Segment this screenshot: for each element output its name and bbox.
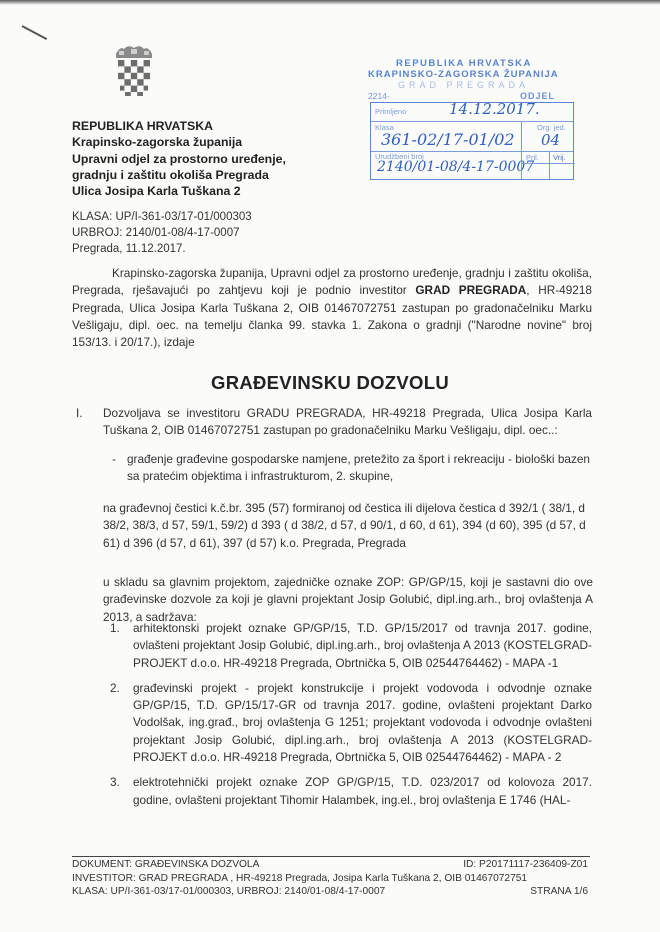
stamp-country: REPUBLIKA HRVATSKA <box>396 58 532 69</box>
coat-of-arms-icon <box>114 44 154 100</box>
stamp-received-date: 14.12.2017. <box>449 100 540 118</box>
stamp-box <box>370 102 574 180</box>
department-line-1: Upravni odjel za prostorno uređenje, <box>72 151 286 166</box>
stamp-org-label: Org. jed. <box>537 123 566 132</box>
intro-paragraph: Krapinsko-zagorska županija, Upravni odjel za prostorno uređenje, gradnju i zaštitu okoliša, Pregrada, rješavajući po zahtjevu koji je podnio investitor GRAD PREGRADA, HR-49218 Pregrada, Ulica Josipa Karla Tuškana 2, OIB 01467072751 zastupan po gradonačelniku Marku Vešligaju, dipl. oec. na temelju članka 99. stavka 1. Zakona o gradnji ("Narodne novine" broj 153/13. i 20/17.), izdaje <box>72 266 592 350</box>
project-list <box>110 620 592 817</box>
county-name: Krapinsko-zagorska županija <box>72 135 243 150</box>
section-1 <box>72 405 592 440</box>
purpose-bullet <box>112 451 592 486</box>
stamp-city: GRAD PREGRADA <box>398 80 530 90</box>
parcel-paragraph: na građevnoj čestici k.č.br. 395 (57) formiranoj od čestica ili dijelova čestica d 392/1 ( 38/1, d 38/2, 38/3, d 57, 59/1, 59/2) d 393 ( d 38/2, d 57, d 90/1, d 60, d 61), 394 (d 60), 395 (d 57, d 61) d 396 (d 57, d 61), 397 (d 57) k.o. Pregrada, Pregrada <box>103 501 586 550</box>
stamp-pril-label: Pril. <box>526 153 539 162</box>
footer-investor: INVESTITOR: GRAD PREGRADA , HR-49218 Pregrada, Josipa Karla Tuškana 2, OIB 01467072751 <box>72 872 528 884</box>
place-date: Pregrada, 11.12.2017. <box>72 243 186 255</box>
page-footer <box>72 856 590 899</box>
section-1-text: Dozvoljava se investitoru GRADU PREGRADA, HR-49218 Pregrada, Ulica Josipa Karla Tuškana 2, OIB 01467072751 zastupan po gradonačelniku Marku Vešligaju, dipl. oec..: <box>103 406 592 438</box>
purpose-text: građenje građevine gospodarske namjene, pretežito za šport i rekreaciju - biološki bazen sa pratećim objektima i infrastrukturom, 2. skupine, <box>127 452 590 484</box>
section-number: I. <box>76 406 83 420</box>
stamp-org-value: 04 <box>541 131 561 149</box>
stamp-county: KRAPINSKO-ZAGORSKA ŽUPANIJA <box>368 69 559 80</box>
country-name: REPUBLIKA HRVATSKA <box>72 119 213 133</box>
stamp-urbroj-label: Urudžbeni broj <box>375 152 424 161</box>
footer-id: ID: P20171117-236409-Z01 <box>463 859 588 870</box>
project-accordance-paragraph: u skladu sa glavnim projektom, zajedničke oznake ZOP: GP/GP/15, koji je sastavni dio ove građevinske dozvole za koji je glavni projektant Josip Golubić, dipl.ing.arh., broj ovlaštenja A 2013, a sadržava: <box>103 575 593 624</box>
footer-klasa-urbroj: KLASA: UP/I-361-03/17-01/000303, URBROJ: 2140/01-08/4-17-0007 <box>72 886 386 897</box>
registry-stamp <box>368 58 578 182</box>
stamp-urbroj-value: 2140/01-08/4-17-0007 <box>377 159 535 175</box>
stamp-department: ODJEL <box>520 91 556 101</box>
stamp-klasa-value: 361-02/17-01/02 <box>381 130 515 149</box>
stamp-received-label: Primljeno <box>375 107 407 116</box>
urbroj: URBROJ: 2140/01-08/4-17-0007 <box>72 227 240 239</box>
stamp-klasa-label: Klasa <box>375 123 394 132</box>
klasa: KLASA: UP/I-361-03/17-01/000303 <box>72 211 252 223</box>
department-line-2: gradnju i zaštitu okoliša Pregrada <box>72 167 269 182</box>
list-item: 2. građevinski projekt - projekt konstrukcije i projekt vodovoda i odvodnje oznake GP/GP/15, T.D. GP/15/17-GR od travnja 2017. godine, ovlašteni projektant Darko Vodolšak, ing.građ., broj ovlaštenja G 1251; projektant vodovoda i odvodnje ovlašteni projektant Josip Golubić, dipl.ing.arh., broj ovlaštenja A 2013 (KOSTELGRAD-PROJEKT d.o.o. HR-49218 Pregrada, Obrtnička 5, OIB 02544764462) - MAPA - 2 <box>110 680 592 765</box>
document-title: GRAĐEVINSKU DOZVOLU <box>211 372 449 393</box>
case-metadata <box>72 209 252 257</box>
list-item: 3. elektrotehnički projekt oznake ZOP GP/GP/15, T.D. 023/2017 od kolovoza 2017. godine, ovlašteni projektant Tihomir Halambek, ing.el., broj ovlaštenja E 1746 (HAL- <box>110 775 592 807</box>
issuer-header <box>72 118 286 199</box>
footer-document: DOKUMENT: GRAĐEVINSKA DOZVOLA <box>72 859 260 870</box>
stamp-code: 2214- <box>368 91 390 101</box>
list-item: 1. arhitektonski projekt oznake GP/GP/15, T.D. GP/15/2017 od travnja 2017. godine, ovlašteni projektant Josip Golubić, dipl.ing.arh., broj ovlaštenja A 2013 (KOSTELGRAD-PROJEKT d.o.o. HR-49218 Pregrada, Obrtnička 5, OIB 02544764462) - MAPA -1 <box>110 621 592 670</box>
footer-page-number: STRANA 1/6 <box>530 886 588 897</box>
investor-name: GRAD PREGRADA <box>415 283 527 298</box>
bullet-dash: - <box>112 452 116 466</box>
scan-mark <box>22 25 48 40</box>
stamp-vrij-label: Vrij. <box>553 153 566 162</box>
issuer-address: Ulica Josipa Karla Tuškana 2 <box>72 184 241 199</box>
scan-top-edge <box>0 0 660 5</box>
